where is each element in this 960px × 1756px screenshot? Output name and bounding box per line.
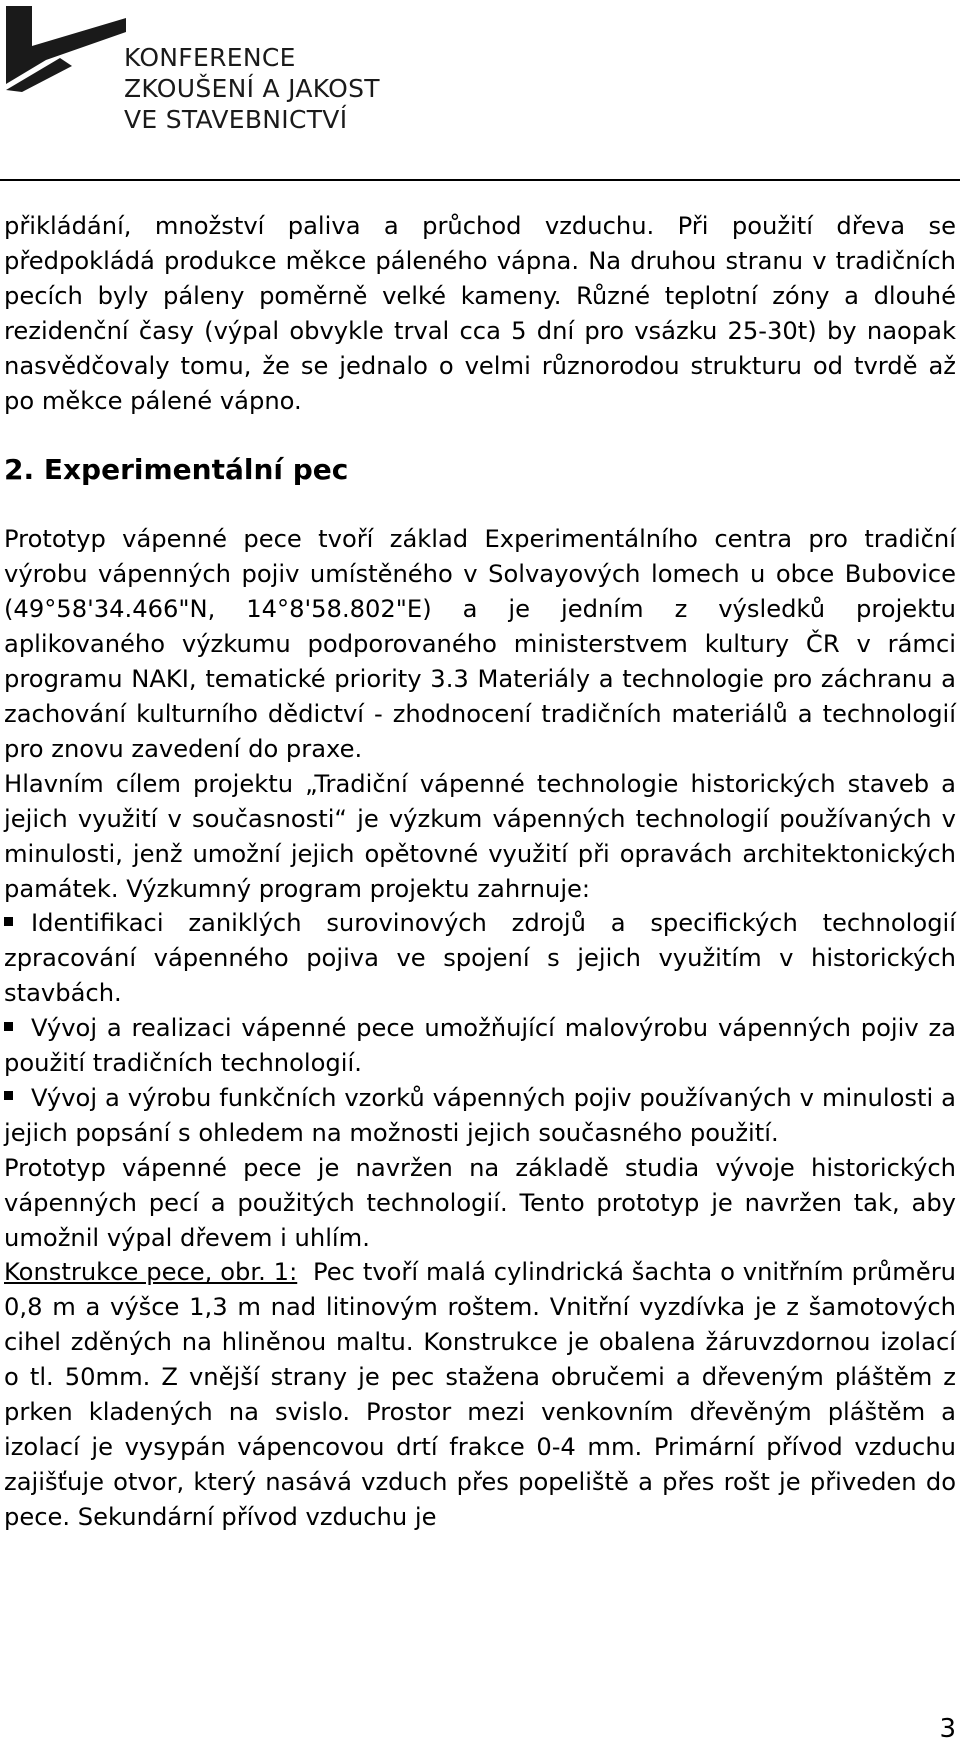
article-body: [4, 209, 956, 1535]
list-item: [4, 1081, 956, 1151]
paragraph-design: Prototyp vápenné pece je navržen na základě studia vývoje historických vápenných pecí a použitých technologií. Tento prototyp je navržen tak, aby umožnil výpal dřevem i uhlím.: [4, 1153, 956, 1252]
paragraph-construction: [4, 1255, 956, 1534]
logo-line-2: ZKOUŠENÍ A JAKOST: [124, 74, 380, 103]
page-header: [0, 0, 960, 182]
bullet-square-icon: [4, 1022, 13, 1031]
logo-line-1: KONFERENCE: [124, 43, 296, 72]
list-item: [4, 1011, 956, 1081]
list-item-text: Vývoj a realizaci vápenné pece umožňující malovýrobu vápenných pojiv za použití tradičních technologií.: [4, 1014, 956, 1078]
paragraph-goal: Hlavním cílem projektu „Tradiční vápenné technologie historických staveb a jejich využití v současnosti“ je výzkum vápenných technologií používaných v minulosti, jenž umožní jejich opětovné využití při opravách architektonických památek. Výzkumný program projektu zahrnuje:: [4, 769, 956, 903]
bullet-square-icon: [4, 917, 13, 926]
header-divider: [0, 179, 960, 181]
paragraph-intro: přikládání, množství paliva a průchod vzduchu. Při použití dřeva se předpokládá produkce měkce páleného vápna. Na druhou stranu v tradičních pecích byly páleny poměrně velké kameny. Různé teplotní zóny a dlouhé rezidenční časy (výpal obvykle trval cca 5 dní pro vsázku 25-30t) by naopak nasvědčovaly tomu, že se jednalo o velmi různorodou strukturu od tvrdě až po měkce pálené vápno.: [4, 212, 956, 415]
construction-text: Pec tvoří malá cylindrická šachta o vnitřním průměru 0,8 m a výšce 1,3 m nad litinovým roštem. Vnitřní vyzdívka je z šamotových cihel zděných na hliněnou maltu. Konstrukce je obalena žáruvzdornou izolací o tl. 50mm. Z vnější strany je pec stažena obručemi a dřeveným pláštěm z prken kladených na svislo. Prostor mezi venkovním dřevěným pláštěm a izolací je vysypán vápencovou drtí frakce 0-4 mm. Primární přívod vzduchu zajišťuje otvor, který nasává vzduch přes popeliště a přes rošt je přiveden do pece. Sekundární přívod vzduchu je: [4, 1258, 956, 1531]
bullet-square-icon: [4, 1091, 13, 1100]
list-item: [4, 906, 956, 1011]
list-item-text: Identifikaci zaniklých surovinových zdrojů a specifických technologií zpracování vápenného pojiva ve spojení s jejich využitím v historických stavbách.: [4, 909, 956, 1008]
section-heading: 2. Experimentální pec: [4, 453, 349, 487]
logo-line-3: VE STAVEBNICTVÍ: [124, 105, 348, 134]
conference-logo-icon: [2, 2, 144, 94]
logo-text: [124, 42, 380, 135]
page-number: 3: [939, 1714, 956, 1744]
construction-label: Konstrukce pece, obr. 1:: [4, 1258, 298, 1287]
paragraph-prototype: Prototyp vápenné pece tvoří základ Experimentálního centra pro tradiční výrobu vápenných pojiv umístěného v Solvayových lomech u obce Bubovice (49°58'34.466"N, 14°8'58.802"E) a je jedním z výsledků projektu aplikovaného výzkumu podporovaného ministerstvem kultury ČR v rámci programu NAKI, tematické priority 3.3 Materiály a technologie pro záchranu a zachování kulturního dědictví - zhodnocení tradičních materiálů a technologií pro znovu zavedení do praxe.: [4, 525, 956, 763]
list-item-text: Vývoj a výrobu funkčních vzorků vápenných pojiv používaných v minulosti a jejich popsání s ohledem na možnosti jejich současného použití.: [4, 1083, 956, 1147]
